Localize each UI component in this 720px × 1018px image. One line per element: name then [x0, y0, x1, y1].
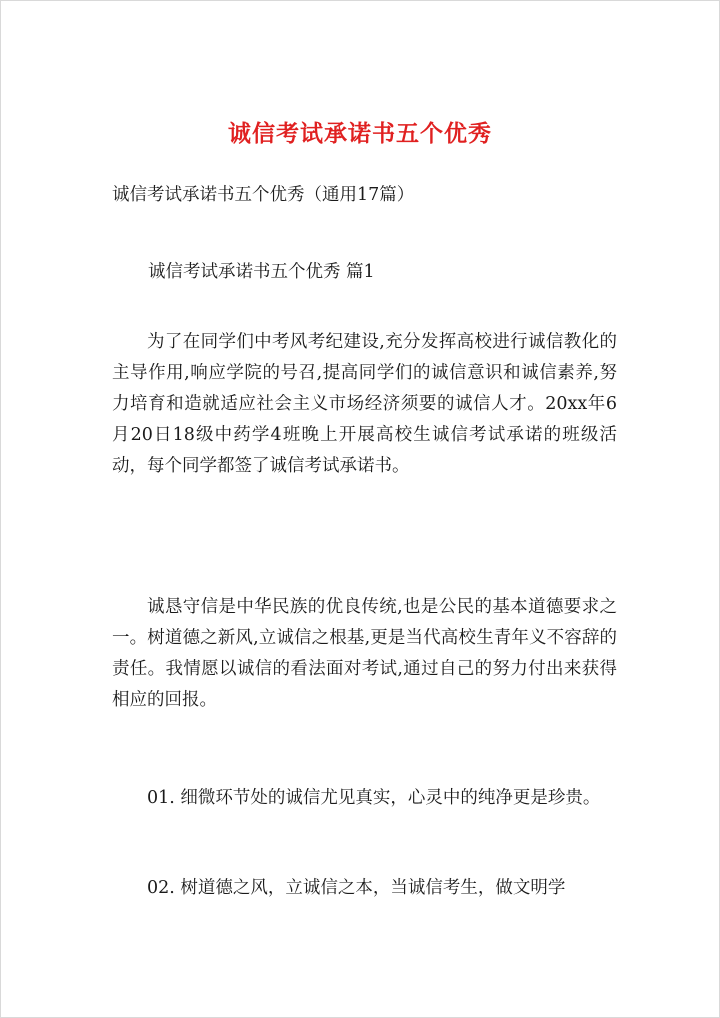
paragraph-integrity: 诚恳守信是中华民族的优良传统,也是公民的基本道德要求之一。树道德之新风,立诚信之根基,更是当代高校生青年义不容辞的责任。我情愿以诚信的看法面对考试,通过自己的努力付出来获得相应的回报。 — [112, 597, 617, 710]
section-heading: 诚信考试承诺书五个优秀 篇1 — [148, 262, 375, 282]
paragraph-slogan-02: 02. 树道德之风，立诚信之本，当诚信考生，做文明学 — [147, 878, 566, 898]
document-subtitle: 诚信考试承诺书五个优秀（通用17篇） — [112, 185, 415, 205]
document-title: 诚信考试承诺书五个优秀 — [228, 120, 492, 147]
paragraph-slogan-01: 01. 细微环节处的诚信尤见真实，心灵中的纯净更是珍贵。 — [147, 788, 601, 808]
paragraph-intro: 为了在同学们中考风考纪建设,充分发挥高校进行诚信教化的主导作用,响应学院的号召,提高同学们的诚信意识和诚信素养,努力培育和造就适应社会主义市场经济须要的诚信人才。20xx年6月20日18级中药学4班晚上开展高校生诚信考试承诺的班级活动，每个同学都签了诚信考试承诺书。 — [112, 332, 617, 476]
